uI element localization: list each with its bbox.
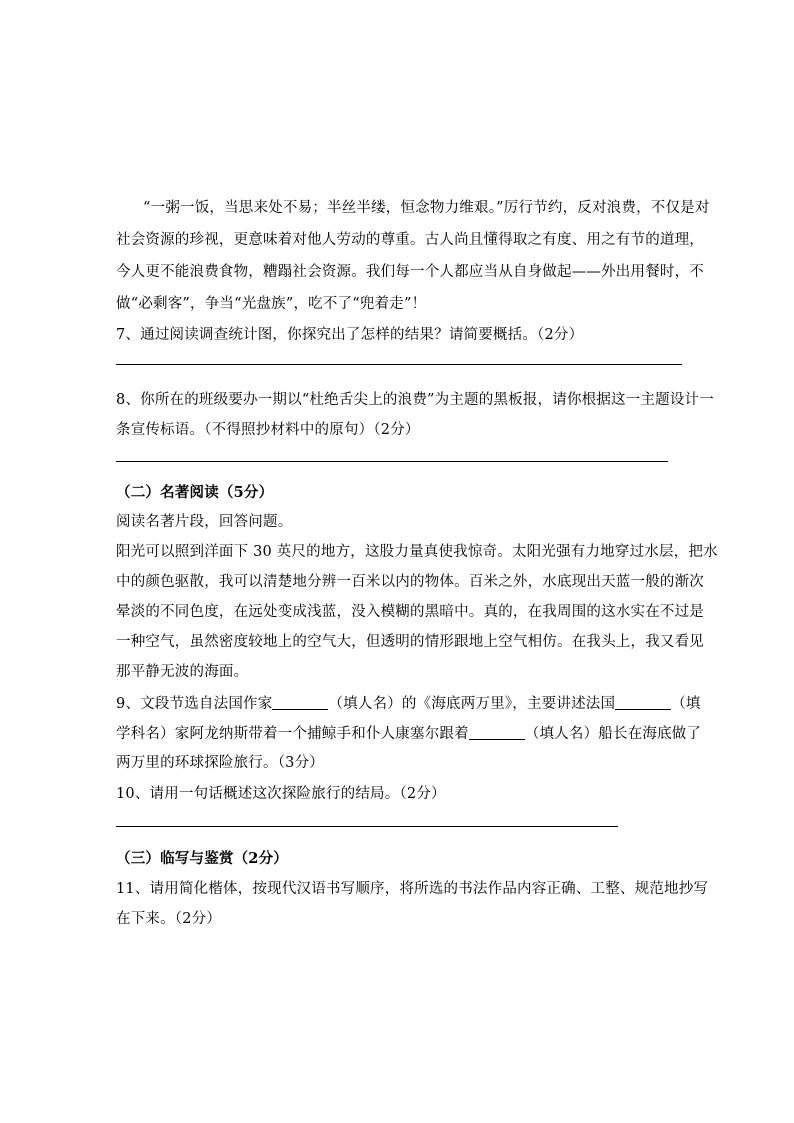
fill-blank-author[interactable]	[272, 693, 328, 710]
section-heading-calligraphy: （三）临写与鉴赏（2分）	[116, 850, 288, 867]
material-line-4: 做“必剩客”，争当“光盘族”，吃不了“兜着走”！	[116, 296, 427, 312]
passage-line-3: 晕淡的不同色度，在远处变成浅蓝，没入模糊的黑暗中。真的，在我周围的这水实在不过是	[116, 604, 704, 620]
question-9-line-1	[116, 693, 701, 714]
fill-blank-captain[interactable]	[469, 723, 525, 740]
material-line-1: “一粥一饭，当思来处不易；半丝半缕，恒念物力维艰。”厉行节约，反对浪费，不仅是对	[143, 200, 710, 216]
question-8-line-1: 8、你所在的班级要办一期以“杜绝舌尖上的浪费”为主题的黑板报，请你根据这一主题设计一	[116, 392, 714, 408]
question-9-line-2	[116, 723, 701, 744]
section-instruction: 阅读名著片段，回答问题。	[116, 514, 293, 530]
question-11-line-2: 在下来。（2分）	[116, 911, 222, 927]
material-line-2: 社会资源的珍视，更意味着对他人劳动的尊重。古人尚且懂得取之有度、用之有节的道理，	[116, 232, 704, 248]
question-7: 7、通过阅读调查统计图，你探究出了怎样的结果？请简要概括。（2分）	[116, 327, 584, 343]
section-heading-classics: （二）名著阅读（5分）	[116, 484, 274, 501]
question-9-text-b: （填人名）的《海底两万里》，主要讲述法国	[328, 696, 616, 712]
question-9-text-e: （填人名）船长在海底做了	[524, 726, 702, 742]
answer-line-q7[interactable]	[116, 364, 682, 365]
fill-blank-discipline[interactable]	[615, 693, 671, 710]
question-11-line-1: 11、请用简化楷体，按现代汉语书写顺序，将所选的书法作品内容正确、工整、规范地抄写	[116, 881, 709, 897]
question-9-text-a: 9、文段节选自法国作家	[116, 696, 273, 712]
question-9-text-c: （填	[671, 696, 701, 712]
passage-line-4: 一种空气，虽然密度较地上的空气大，但透明的情形跟地上空气相仿。在我头上，我又看见	[116, 634, 704, 650]
passage-line-1: 阳光可以照到洋面下 30 英尺的地方，这股力量真使我惊奇。太阳光强有力地穿过水层，把水	[116, 544, 718, 560]
question-9-line-3: 两万里的环球探险旅行。（3分）	[116, 755, 324, 771]
answer-line-q8[interactable]	[116, 461, 668, 462]
passage-line-5: 那平静无波的海面。	[116, 664, 249, 680]
question-9-text-d: 学科名）家阿龙纳斯带着一个捕鲸手和仆人康塞尔跟着	[116, 726, 469, 742]
question-10: 10、请用一句话概述这次探险旅行的结局。（2分）	[116, 786, 446, 802]
question-8-line-2: 条宣传标语。（不得照抄材料中的原句）（2分）	[116, 422, 420, 438]
passage-line-2: 中的颜色驱散，我可以清楚地分辨一百米以内的物体。百米之外，水底现出天蓝一般的渐次	[116, 574, 704, 590]
answer-line-q10[interactable]	[116, 826, 618, 827]
material-line-3: 今人更不能浪费食物，糟蹋社会资源。我们每一个人都应当从自身做起——外出用餐时，不	[116, 264, 704, 280]
